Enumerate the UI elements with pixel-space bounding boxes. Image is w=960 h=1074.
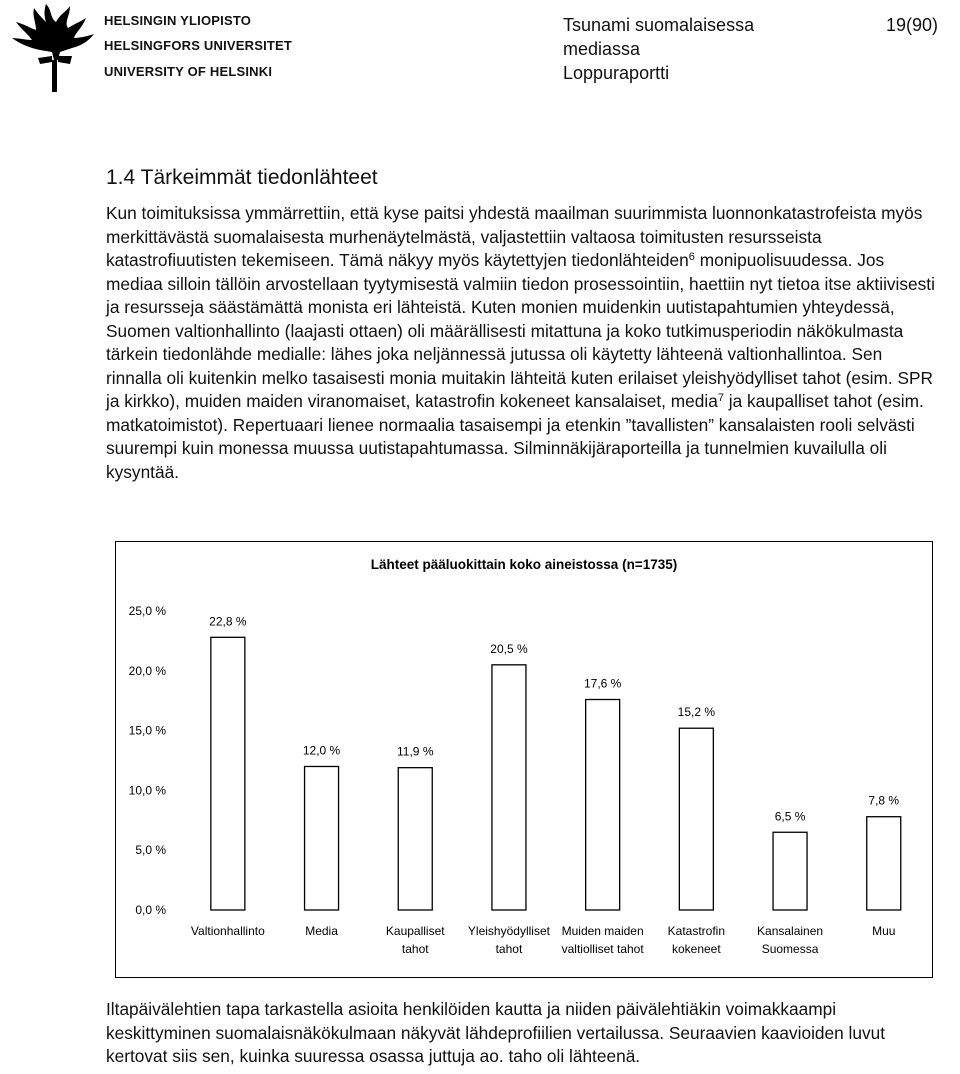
- value-label: 22,8 %: [209, 614, 247, 629]
- category-label: Kaupalliset: [385, 924, 445, 938]
- value-label: 11,9 %: [397, 744, 434, 759]
- y-tick-label: 5,0 %: [135, 843, 166, 858]
- section-heading: 1.4 Tärkeimmät tiedonlähteet: [106, 166, 378, 189]
- logo-line-2: HELSINGFORS UNIVERSITET: [104, 38, 293, 53]
- flame-torch-icon: [0, 0, 100, 96]
- category-label: tahot: [401, 942, 429, 956]
- value-label: 12,0 %: [302, 743, 341, 758]
- category-label: tahot: [495, 942, 523, 956]
- paragraph-text-b: monipuolisuudessa. Jos mediaa silloin tällöin arvostellaan tyytymisestä valmiin tiedon prosessointiin, haettiin nyt tietoa itse aktiivisesti ja resursseja säästämättä monista eri lähteistä. Kuten monien muidenkin uutistapahtumien yhteydessä, Suomen valtionhallinto (laajasti ottaen) oli määrällisesti mitattuna ja koko tutkimusperiodin näkökulmasta tärkein tiedonlähde medialle: lähes joka neljännessä jutussa oli käytetty lähteenä valtionhallintoa. Sen rinnalla oli kuitenkin melko tasaisesti monia muitakin lähteitä kuten erilaiset yleishyödylliset tahot (esim. SPR ja kirkko), muiden maiden viranomaiset, katastrofin kokeneet kansalaiset, media: [106, 250, 935, 411]
- bar: [211, 637, 245, 910]
- y-tick-label: 20,0 %: [128, 663, 166, 678]
- category-label: Muu: [872, 924, 896, 938]
- bars-group: [211, 637, 901, 910]
- category-label: Muiden maiden: [561, 924, 644, 938]
- y-tick-label: 0,0 %: [135, 903, 166, 917]
- body-paragraph-2: Iltapäivälehtien tapa tarkastella asioita henkilöiden kautta ja niiden päivälehtiäkin voimakkaampi keskittyminen suomalaisnäkökulmaan näkyvät lähdeprofiilien vertailussa. Seuraavien kaavioiden luvut kertovat siis sen, kuinka suuressa osassa juttuja ao. taho oli lähteenä.: [106, 999, 886, 1066]
- logo-line-3: UNIVERSITY OF HELSINKI: [104, 64, 273, 79]
- category-label: Valtionhallinto: [190, 924, 265, 938]
- chart-frame: [115, 541, 933, 978]
- logo-line-1: HELSINGIN YLIOPISTO: [104, 13, 252, 28]
- category-labels-group: [191, 924, 895, 956]
- category-label: Suomessa: [761, 942, 819, 956]
- document-title: [563, 13, 754, 85]
- category-label: Yleishyödylliset: [467, 924, 550, 938]
- category-label: Kansalainen: [757, 924, 824, 938]
- value-label: 17,6 %: [583, 676, 622, 691]
- bar: [586, 700, 620, 910]
- category-label: Media: [305, 924, 338, 938]
- bar: [398, 768, 432, 910]
- bar: [492, 665, 526, 910]
- footnote-ref-6[interactable]: 6: [688, 251, 695, 263]
- bar: [773, 832, 807, 910]
- page-number: 19(90): [885, 15, 938, 35]
- sources-bar-chart: [116, 542, 932, 977]
- chart-title: Lähteet pääluokittain koko aineistossa (n=1735): [370, 557, 678, 572]
- y-tick-label: 25,0 %: [128, 604, 166, 618]
- y-tick-label: 15,0 %: [128, 723, 166, 738]
- category-label: Katastrofin: [667, 924, 726, 938]
- paragraph-text-c: ja kaupalliset tahot (esim. matkatoimistot). Repertuaari lienee normaalia tasaisempi ja etenkin ”tavallisten” kansalaisten rooli selvästi suurempi kuin monessa muussa uutistapahtumassa. Silminnäkijäraporteilla ja tunnelmien kuvailulla oli kysyntää.: [106, 391, 924, 482]
- category-label: kokeneet: [671, 942, 721, 956]
- y-tick-label: 10,0 %: [128, 783, 166, 798]
- value-label: 15,2 %: [677, 705, 716, 720]
- bar: [679, 728, 713, 910]
- value-label: 7,8 %: [868, 793, 900, 808]
- document-title-line-3: Loppuraportti: [563, 63, 670, 83]
- document-title-line-2: mediassa: [563, 39, 641, 59]
- y-axis: [129, 604, 167, 917]
- bar: [867, 817, 901, 910]
- paragraph-text-a: Kun toimituksissa ymmärrettiin, että kyse paitsi yhdestä maailman suurimmista luonnonkatastrofeista myös merkittävästä suomalaisesta murhenäytelmästä, valjastettiin valtaosa toimitusten resursseista katastrofiuutisten tekemiseen. Tämä näkyy myös käytettyjen tiedonlähteiden: [106, 203, 923, 270]
- category-label: valtiolliset tahot: [561, 942, 644, 956]
- bar: [305, 766, 339, 910]
- university-logo: [0, 0, 293, 96]
- body-paragraph-1: [106, 202, 938, 484]
- value-label: 6,5 %: [774, 809, 806, 824]
- footnote-ref-7[interactable]: 7: [717, 392, 724, 404]
- value-label: 20,5 %: [490, 641, 528, 656]
- document-title-line-1: Tsunami suomalaisessa: [563, 15, 755, 35]
